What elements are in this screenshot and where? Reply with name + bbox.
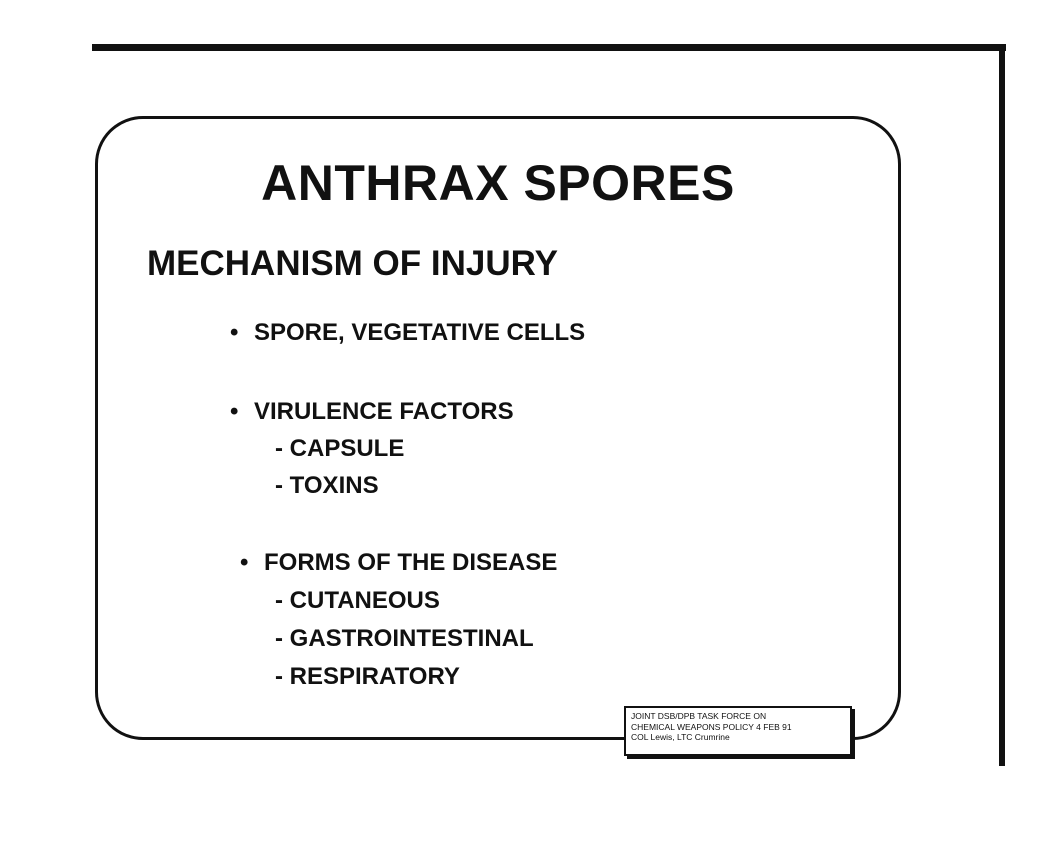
citation-line: CHEMICAL WEAPONS POLICY 4 FEB 91 (631, 721, 792, 732)
sub-item: - GASTROINTESTINAL (275, 625, 534, 652)
slide-title: ANTHRAX SPORES (261, 155, 735, 211)
bullet-label: FORMS OF THE DISEASE (264, 549, 558, 576)
slide-subtitle: MECHANISM OF INJURY (147, 244, 558, 283)
bullet-item (230, 318, 585, 348)
bullet-label: VIRULENCE FACTORS (254, 398, 514, 425)
bullet-label: SPORE, VEGETATIVE CELLS (254, 319, 586, 346)
right-border-rule (999, 44, 1005, 766)
sub-item: - CAPSULE (275, 435, 405, 462)
bullet-item (230, 397, 514, 427)
sub-item: - TOXINS (275, 472, 379, 499)
citation-line: COL Lewis, LTC Crumrine (631, 732, 730, 742)
bullet-dot-icon: • (230, 398, 239, 425)
bullet-item (240, 548, 557, 578)
citation-box (624, 706, 852, 756)
top-border-rule (92, 44, 1006, 51)
bullet-dot-icon: • (240, 549, 249, 576)
citation-line: JOINT DSB/DPB TASK FORCE ON (631, 711, 767, 721)
bullet-dot-icon: • (230, 319, 239, 346)
sub-item: - CUTANEOUS (275, 587, 440, 614)
sub-item: - RESPIRATORY (275, 663, 460, 690)
